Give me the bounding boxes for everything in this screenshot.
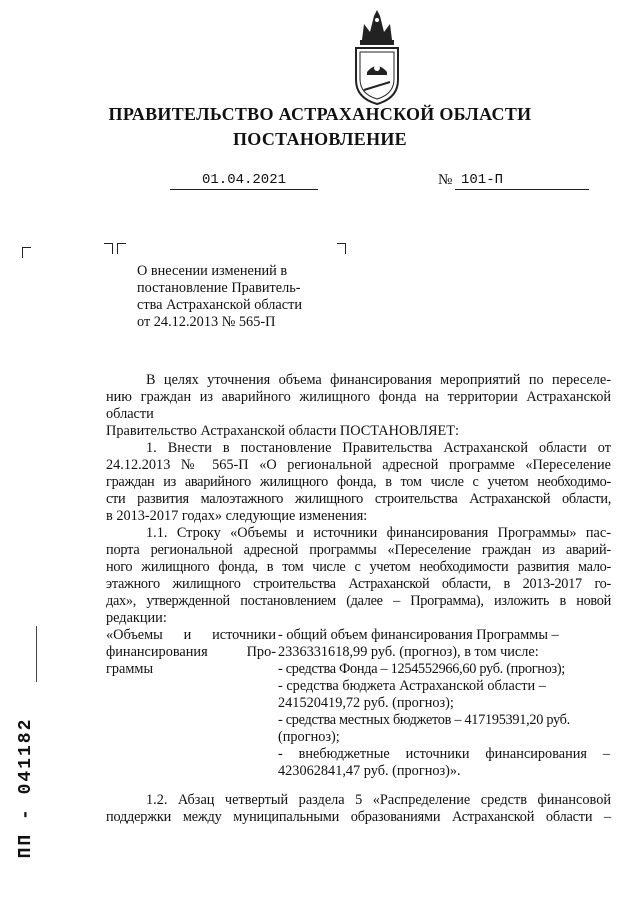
subject-line-1 [137, 263, 337, 280]
table-right-line-3: - средства Фонда – 1254552966,60 руб. (прогноз); [278, 661, 565, 677]
corner-mark-mid-left [104, 243, 113, 254]
table-right-line-9: 423062841,47 руб. (прогноз)». [278, 763, 461, 779]
side-stamp [14, 700, 36, 880]
table-left-line-3: граммы [106, 661, 154, 677]
subject-line-3: ства Астраханской области [137, 297, 302, 313]
table-right-line-2: 2336331618,99 руб. (прогноз), в том числе: [278, 644, 539, 660]
item12-line-2: поддержки между муниципальными образованиями Астраханской области – [106, 809, 611, 825]
item12-line-1: 1.2. Абзац четвертый раздела 5 «Распределение средств финансовой [146, 792, 611, 808]
corner-mark-mid-right [117, 243, 126, 254]
subject-line-2: постановление Правитель- [137, 280, 301, 296]
subject-line-1-text: О внесении изменений в [137, 263, 288, 279]
item1-line-4: сти развития малоэтажного жилищного строительства Астраханской области, [106, 491, 611, 507]
item1-line-2: 24.12.2013 № 565-П «О региональной адресной программе «Переселение [106, 457, 611, 473]
item1-line-3: граждан из аварийного жилищного фонда, в том числе с учетом необходимо- [106, 474, 611, 490]
table-left-line-2: финансирования Про- [106, 644, 276, 660]
item11-line-3: ного жилищного фонда, в том числе с учетом необходимости развития мало- [106, 559, 611, 575]
preamble-line-1: В целях уточнения объема финансирования мероприятий по переселе- [146, 372, 611, 388]
table-left-column [106, 627, 276, 678]
subject-block [137, 263, 337, 331]
table-right-column [278, 627, 610, 780]
coat-of-arms-emblem [350, 10, 404, 106]
margin-line [36, 626, 37, 682]
table-right-line-4: - средства бюджета Астраханской области – [278, 678, 546, 694]
organization-title: ПРАВИТЕЛЬСТВО АСТРАХАНСКОЙ ОБЛАСТИ [108, 104, 532, 124]
item1-line-1: 1. Внести в постановление Правительства Астраханской области от [146, 440, 611, 456]
preamble-line-3: области [106, 406, 154, 422]
side-stamp-text: ПП - 041182 [16, 717, 36, 859]
table-right-line-6: - средства местных бюджетов – 417195391,20 руб. [278, 712, 570, 728]
document-number: 101-П [455, 172, 589, 190]
item11-line-6: редакции: [106, 610, 167, 626]
document-body [106, 372, 611, 627]
corner-mark-left [22, 247, 31, 258]
item11-line-1: 1.1. Строку «Объемы и источники финансирования Программы» пас- [146, 525, 611, 541]
table-right-line-5: 241520419,72 руб. (прогноз); [278, 695, 454, 711]
subject-line-4: от 24.12.2013 № 565-П [137, 314, 276, 330]
document-tail [106, 792, 611, 826]
document-type-title: ПОСТАНОВЛЕНИЕ [233, 129, 407, 149]
table-left-line-1: «Объемы и источники [106, 627, 276, 643]
item11-line-2: порта региональной адресной программы «Переселение граждан из аварий- [106, 542, 611, 558]
item1-line-5: в 2013-2017 годах» следующие изменения: [106, 508, 368, 524]
corner-mark-right [337, 243, 346, 254]
table-right-line-1: - общий объем финансирования Программы – [278, 627, 559, 643]
preamble-line-2: нию граждан из аварийного жилищного фонда на территории Астраханской [106, 389, 611, 405]
number-sign: № [438, 172, 453, 188]
item11-line-5: дах», утвержденной постановлением (далее – Программа), изложить в новой [106, 593, 611, 609]
item11-line-4: этажного жилищного строительства Астраханской области, в 2013-2017 го- [106, 576, 611, 592]
table-right-line-8: - внебюджетные источники финансирования – [278, 746, 610, 762]
resolve-line: Правительство Астраханской области ПОСТАНОВЛЯЕТ: [106, 423, 459, 439]
table-right-line-7: (прогноз); [278, 729, 340, 745]
document-date: 01.04.2021 [170, 172, 318, 190]
